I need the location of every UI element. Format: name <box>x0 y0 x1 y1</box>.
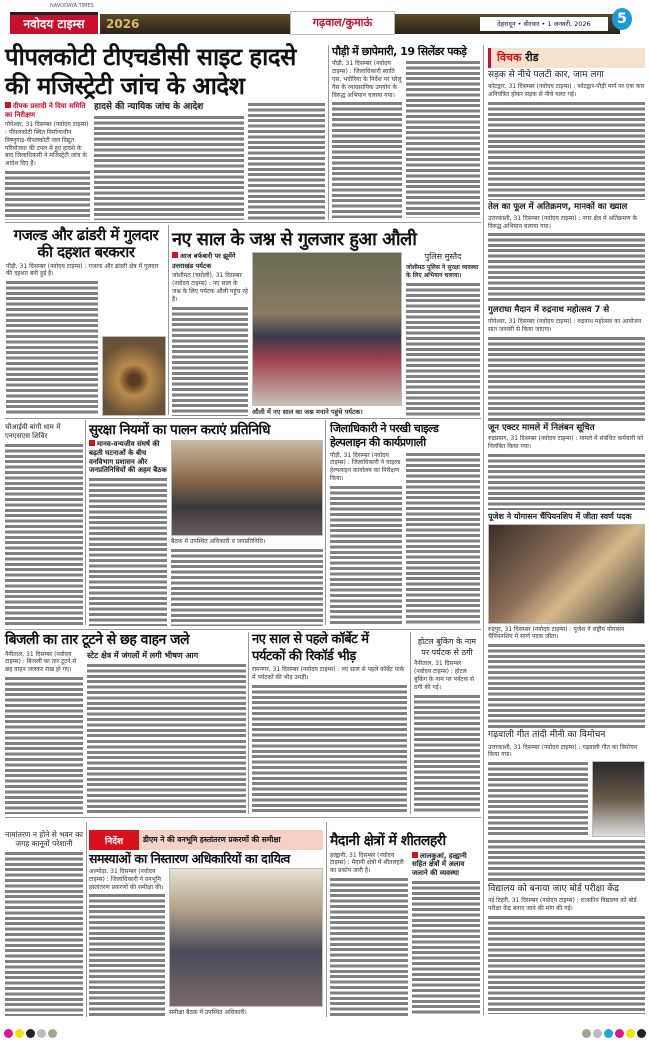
nss-story <box>5 423 83 626</box>
hotel-text: नैनीताल, 31 दिसम्बर (नवोदय टाइम्स) : होटल बुकिंग के नाम पर पर्यटक से ठगी की गई। <box>414 660 475 691</box>
fire-body-3 <box>87 739 246 814</box>
corbett-headline-2: पर्यटकों की रिकॉर्ड भीड़ <box>252 648 356 664</box>
leopard-text: पौड़ी, 31 दिसम्बर (नवोदय टाइम्स) : गजल्ड और ढांडरी क्षेत्र में गुलदार की दहशत बनी हुई है। <box>6 262 159 278</box>
right-headline-1: सड़क से नीचे पलटी कार, जाम लगा <box>488 70 604 80</box>
reg-mark <box>15 1029 24 1038</box>
land-text: अल्मोड़ा, 31 दिसम्बर (नवोदय टाइम्स) : जिलाधिकारी ने वनभूमि हस्तांतरण प्रकरणों की समीक्षा की। <box>89 868 164 891</box>
auli-sub: उत्तराखंड पर्यटक <box>172 262 212 271</box>
auli-caption: औली में नए साल का जश्न मनाने पहुंचे पर्यटक। <box>252 407 363 416</box>
lead-story <box>5 44 325 220</box>
mutation-head: नामांतरण न होने से भवन का जगह कानूनों परेशानी <box>5 830 83 849</box>
lead-headline-1: पीपलकोटी टीएचडीसी साइट हादसे <box>5 43 296 71</box>
fire-headline: बिजली का तार टूटने से छह वाहन जले <box>5 632 190 648</box>
hotel-headline: होटल बुकिंग के नाम पर पर्यटक से ठगी <box>417 637 477 658</box>
nss-body <box>5 443 83 627</box>
helpline-story <box>330 423 480 626</box>
brand-small: NAVODAYA TIMES <box>50 3 94 9</box>
cold-tag-text: लालकुआं, हल्द्वानी सहित क्षेत्रों में अलाव जलाने की व्यवस्था <box>412 851 467 878</box>
pauri-story <box>332 46 480 218</box>
lead-text: गोपेश्वर, 31 दिसम्बर (नवोदय टाइम्स) : पीपलकोटी स्थित निर्माणाधीन विष्णुगाड़-पीपलकोटी जल विद्युत परियोजना की टनल में हुए हादसे के बाद जिलाधिकारी ने मजिस्ट्रेटी जांच के आदेश दिए हैं। <box>5 121 89 168</box>
reg-mark <box>593 1029 602 1038</box>
right-headline-6: गढ़वाली गीत तांदी मीनी का विमोचन <box>488 730 606 741</box>
reg-mark <box>37 1029 46 1038</box>
section-tab: गढ़वाल/कुमाऊं <box>290 11 395 35</box>
nss-head: चौआईवी बांगी धाम में एनएसएस शिविर <box>5 423 61 440</box>
cold-body <box>330 877 408 1016</box>
land-caption: समीक्षा बैठक में उपस्थित अधिकारी। <box>169 1009 247 1017</box>
auli-text: जोशीमठ (चमोली), 31 दिसम्बर (नवोदय टाइम्स) : नए साल के जश्न के लिए पर्यटक औली पहुंच रहे हैं। <box>172 272 249 303</box>
page-number: 5 <box>612 8 632 30</box>
right-text-7: नई टिहरी, 31 दिसम्बर (नवोदय टाइम्स) : राजकीय विद्यालय को बोर्ड परीक्षा केंद्र बनाए जाने की मांग की गई। <box>488 897 637 912</box>
yoga-photo <box>488 524 645 624</box>
hotel-body <box>414 694 480 814</box>
helpline-text: पौड़ी, 31 दिसम्बर (नवोदय टाइम्स) : जिलाधिकारी ने चाइल्ड हेल्पलाइन कार्यालय का निरीक्षण किया। <box>330 451 401 483</box>
land-body <box>89 893 165 1017</box>
right-headline-7: विद्यालय को बनाया जाए बोर्ड परीक्षा केंद्र <box>488 883 619 894</box>
cold-story <box>330 834 480 1016</box>
reg-mark <box>4 1029 13 1038</box>
cold-body-2 <box>412 880 480 1016</box>
dateline: देहरादून • वीरवार • 1 जनवरी, 2026 <box>480 17 608 31</box>
lead-headline-2: की मजिस्ट्रेटी जांच के आदेश <box>5 71 245 100</box>
cold-text: हल्द्वानी, 31 दिसम्बर (नवोदय टाइम्स) : मैदानी क्षेत्रों में शीतलहरी का प्रकोप जारी है। <box>330 851 404 875</box>
reg-mark <box>604 1029 613 1038</box>
cold-tag <box>412 852 480 878</box>
right-caption-5: रुद्रपुर, 31 दिसम्बर (नवोदय टाइम्स) : पूजेश ने राष्ट्रीय योगासन चैंपियनशिप में स्वर्ण पदक जीता। <box>488 625 625 641</box>
right-body-6c <box>488 839 645 882</box>
safety-tag-text: मानव-वन्यजीव संघर्ष की बढ़ती घटनाओं के बीच वनविभाग प्रशासन और जनप्रतिनिधियों की अहम बैठक <box>89 440 167 475</box>
banner-year: 2026 <box>106 17 140 31</box>
hotel-story <box>414 636 480 814</box>
leopard-photo <box>102 336 166 416</box>
leopard-body <box>6 280 98 416</box>
right-headline-4: जून एक्टर मामले में निलंबन सूचित <box>488 422 595 433</box>
right-text-1: कोटद्वार, 31 दिसम्बर (नवोदय टाइम्स) : कोटद्वार-पौड़ी मार्ग पर एक कार अनियंत्रित होकर सड़क से नीचे पलट गई। <box>488 83 645 99</box>
brand-logo: नवोदय टाइम्स <box>10 12 98 34</box>
pauri-text: पौड़ी, 31 दिसम्बर (नवोदय टाइम्स) : जिलाधिकारी स्वाति एस. भदौरिया के निर्देश पर घरेलू गैस के व्यावसायिक उपयोग के विरुद्ध अभियान चलाया गया। <box>332 60 402 99</box>
land-headline: समस्याओं का निस्तारण अधिकारियों का दायित्व <box>89 851 290 866</box>
fire-text: नैनीताल, 31 दिसम्बर (नवोदय टाइम्स) : बिजली का तार टूटने से छह वाहन जलकर राख हो गए। <box>5 650 77 674</box>
right-headline-2: तेल का फूल में अतिक्रमण, मानकों का ख्याल <box>488 202 628 213</box>
lead-body <box>5 170 90 220</box>
land-banner <box>89 830 323 850</box>
lead-body-1 <box>94 115 244 220</box>
reg-mark <box>26 1029 35 1038</box>
auli-body <box>172 306 248 416</box>
fire-story <box>5 633 246 814</box>
helpline-body-2 <box>406 452 480 626</box>
reg-mark <box>626 1029 635 1038</box>
safety-tag <box>89 440 167 475</box>
pauri-body-2 <box>406 60 480 218</box>
masthead <box>0 0 650 42</box>
mutation-story <box>5 830 83 1016</box>
right-body-7 <box>488 915 645 1014</box>
land-banner-text: डीएम ने की वनभूमि हस्तांतरण प्रकरणों की समीक्षा <box>143 835 281 845</box>
corbett-headline-1: नए साल से पहले कॉर्बेट में <box>252 632 369 647</box>
pauri-body <box>332 101 402 218</box>
police-head: पुलिस मुस्तैद <box>424 252 462 262</box>
right-body-3 <box>488 336 645 421</box>
right-section-label <box>488 48 645 68</box>
review-photo <box>169 868 323 1007</box>
police-text: जोशीमठ पुलिस ने सुरक्षा व्यवस्था के लिए अभियान चलाया। <box>406 264 479 279</box>
right-column <box>488 48 645 1014</box>
safety-body <box>89 477 167 626</box>
land-story <box>89 830 323 1017</box>
leopard-headline: गजल्ड और ढांडरी में गुलदार की दहशत बरकरार <box>13 226 159 261</box>
auli-tag-text: आज बर्फबारी पर झूमेंगे <box>180 252 236 261</box>
meeting-photo <box>171 440 323 536</box>
cold-headline: मैदानी क्षेत्रों में शीतलहरी <box>330 833 446 849</box>
right-headline-3: गुलराघा मैदान में रुद्रनाथ महोत्सव 7 से <box>488 305 610 316</box>
fire-body-2 <box>87 663 246 738</box>
corbett-text: रामनगर, 31 दिसम्बर (नवोदय टाइम्स) : नए साल से पहले कॉर्बेट पार्क में पर्यटकों की भीड़ उमड़ी। <box>252 666 405 681</box>
auli-tag <box>172 252 248 260</box>
auli-story <box>172 230 480 416</box>
right-text-4: रुद्रप्रयाग, 31 दिसम्बर (नवोदय टाइम्स) : मामले में संबंधित कर्मचारी को निलंबित किया गया। <box>488 435 644 451</box>
reg-mark <box>48 1029 57 1038</box>
fire-body <box>5 676 83 814</box>
right-body-5 <box>488 643 645 728</box>
reg-mark <box>582 1029 591 1038</box>
lead-tag-text-2: समिति का निरीक्षण <box>5 101 86 119</box>
right-text-2: उत्तरकाशी, 31 दिसम्बर (नवोदय टाइम्स) : नगर क्षेत्र में अतिक्रमण के विरुद्ध अभियान चलाया गया। <box>488 214 638 230</box>
police-body <box>406 282 480 416</box>
mutation-body <box>5 851 83 1016</box>
leopard-story <box>6 227 166 416</box>
right-text-6: उत्तरकाशी, 31 दिसम्बर (नवोदय टाइम्स) : गढ़वाली गीत का विमोचन किया गया। <box>488 743 638 759</box>
safety-headline: सुरक्षा नियमों का पालन कराएं प्रतिनिधि <box>89 422 270 438</box>
lead-body-2 <box>248 102 325 220</box>
lead-tag <box>5 102 90 120</box>
auli-headline: नए साल के जश्न से गुलजार हुआ औली <box>172 229 417 250</box>
corbett-body <box>252 684 407 814</box>
directive-tag: निर्देश <box>89 830 139 850</box>
right-headline-5: पूजेश ने योगासन चैंपियनशिप में जीता स्वर्ण पदक <box>488 511 632 521</box>
auli-photo <box>252 252 402 405</box>
lead-tag-text: दीपक प्रसादी ने दिया <box>13 101 67 110</box>
right-body-4 <box>488 453 645 510</box>
safety-body-2 <box>171 548 323 626</box>
right-body-6 <box>488 761 588 837</box>
right-body-2 <box>488 232 645 303</box>
corbett-story <box>252 633 407 814</box>
right-body-1 <box>488 101 645 200</box>
right-text-3: गोपेश्वर, 31 दिसम्बर (नवोदय टाइम्स) : रुद्रनाथ महोत्सव का आयोजन सात जनवरी से किया जाएगा। <box>488 317 642 333</box>
safety-story <box>89 423 323 626</box>
reg-mark <box>615 1029 624 1038</box>
label-red: विचक <box>497 51 522 64</box>
pauri-headline: पौड़ी में छापेमारी, 19 सिलेंडर पकड़े <box>332 45 467 58</box>
lead-subhead: हादसे की न्यायिक जांच के आदेश <box>94 101 204 112</box>
helpline-headline-1: जिलाधिकारी ने परखी चाइल्ड <box>330 422 439 435</box>
song-launch-photo <box>592 761 645 837</box>
label-black: रीड <box>525 51 539 64</box>
helpline-headline-2: हेल्पलाइन की कार्यप्रणाली <box>330 436 426 450</box>
helpline-body <box>330 485 402 626</box>
safety-caption: बैठक में उपस्थित अधिकारी व जनप्रतिनिधि। <box>171 538 266 546</box>
fire-sub: स्टेट क्षेत्र में जंगलों में लगी भीषण आग <box>87 650 199 660</box>
reg-mark <box>637 1029 646 1038</box>
